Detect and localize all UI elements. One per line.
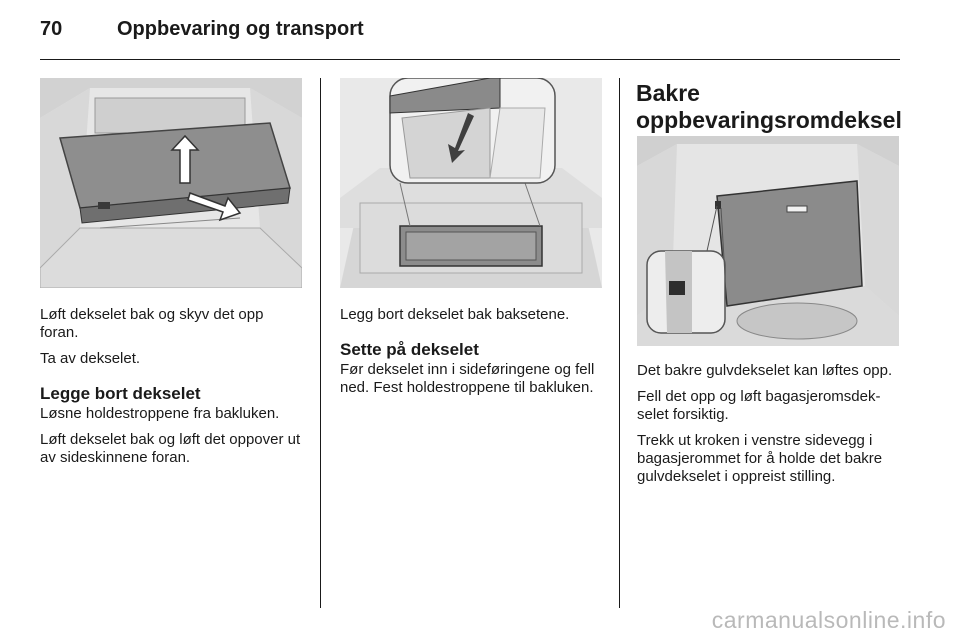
column-3-paragraph-1: Det bakre gulvdekselet kan løftes opp. — [637, 362, 893, 379]
column-1-paragraph-2: Ta av dekselet. — [40, 350, 141, 367]
column-3-paragraph-2: Fell det opp og løft bagasjeromsdekselet forsiktig. — [637, 388, 881, 423]
page-number: 70 — [40, 18, 63, 40]
column-2 — [340, 306, 605, 405]
column-1 — [40, 306, 305, 475]
column-3 — [637, 362, 907, 494]
watermark: carmanualsonline.info — [711, 607, 946, 633]
section-title: Bakre oppbevaringsromdeksel — [636, 80, 902, 133]
header-rule — [40, 59, 900, 60]
figure-1-caption: Løft dekselet bak og skyv det opp foran. — [40, 306, 264, 341]
column-divider-1 — [320, 78, 321, 608]
column-1-paragraph-4: Løft dekselet bak og løft det oppover ut av sideskinnene foran. — [40, 431, 301, 466]
figure-rear-floor-cover — [637, 136, 899, 346]
figure-2-caption: Legg bort dekselet bak baksetene. — [340, 306, 570, 323]
figure-cargo-cover-storage — [340, 78, 602, 288]
figure-cargo-cover-removal — [40, 78, 302, 288]
column-2-paragraph-2: Før dekselet inn i sideføringene og fell ned. Fest holdestroppene til bakluken. — [340, 361, 595, 396]
column-divider-2 — [619, 78, 620, 608]
column-1-paragraph-3: Løsne holdestroppene fra bakluken. — [40, 405, 280, 422]
column-3-paragraph-3: Trekk ut kroken i venstre sidevegg i bagasjerommet for å holde det bakre gulvdekselet i oppreist stilling. — [637, 432, 883, 485]
heading-legge-bort: Legge bort dekselet — [40, 384, 201, 403]
heading-sette-paa: Sette på dekselet — [340, 340, 479, 359]
page-title: Oppbevaring og transport — [117, 18, 364, 40]
